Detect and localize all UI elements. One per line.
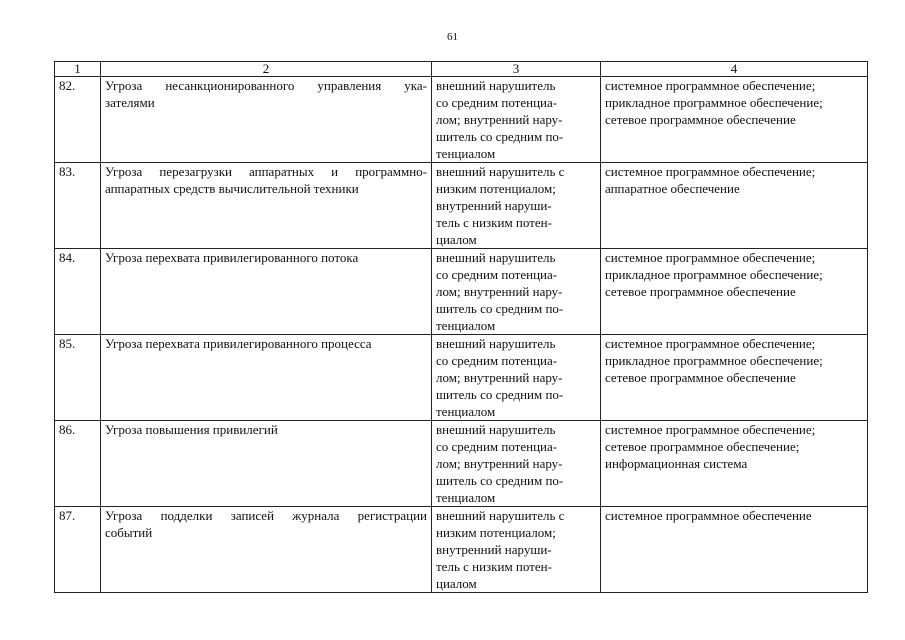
impact-object-line: системное программное обеспечение;	[605, 422, 816, 437]
column-header-1: 1	[55, 62, 101, 77]
violator-type-line: низким потенциалом;	[436, 181, 556, 196]
violator-type-line: лом; внутренний нару-	[436, 370, 563, 385]
impact-object-line: сетевое программное обеспечение	[605, 284, 796, 299]
impact-object-line: системное программное обеспечение;	[605, 336, 816, 351]
threat-description	[101, 77, 432, 163]
page-number: 61	[447, 31, 458, 43]
violator-type-line: шитель со средним по-	[436, 387, 564, 402]
impact-object	[601, 335, 868, 421]
violator-type	[432, 421, 601, 507]
violator-type-line: низким потенциалом;	[436, 525, 556, 540]
violator-type-line: лом; внутренний нару-	[436, 284, 563, 299]
row-number: 83.	[55, 163, 101, 249]
violator-type	[432, 249, 601, 335]
impact-object-line: системное программное обеспечение	[605, 508, 812, 523]
threat-description-line: зателями	[105, 95, 155, 110]
table-row	[55, 335, 868, 421]
impact-object-line: прикладное программное обеспечение;	[605, 267, 823, 282]
violator-type	[432, 77, 601, 163]
violator-type-line: тенциалом	[436, 404, 496, 419]
violator-type-line: тенциалом	[436, 318, 496, 333]
violator-type-line: внутренний наруши-	[436, 198, 552, 213]
impact-object	[601, 249, 868, 335]
impact-object-line: сетевое программное обеспечение	[605, 370, 796, 385]
impact-object	[601, 507, 868, 593]
threat-description-line: событий	[105, 525, 153, 540]
violator-type	[432, 507, 601, 593]
violator-type	[432, 335, 601, 421]
violator-type-line: внешний нарушитель	[436, 422, 556, 437]
impact-object-line: системное программное обеспечение;	[605, 164, 816, 179]
violator-type-line: циалом	[436, 576, 477, 591]
violator-type-line: внешний нарушитель с	[436, 508, 565, 523]
column-header-3: 3	[432, 62, 601, 77]
threat-description-line: Угроза перехвата привилегированного процесса	[105, 336, 372, 351]
column-header-2: 2	[101, 62, 432, 77]
row-number: 86.	[55, 421, 101, 507]
threat-description	[101, 507, 432, 593]
violator-type-line: со средним потенциа-	[436, 439, 558, 454]
row-number: 84.	[55, 249, 101, 335]
table-row	[55, 77, 868, 163]
violator-type-line: внешний нарушитель с	[436, 164, 565, 179]
violator-type	[432, 163, 601, 249]
violator-type-line: внутренний наруши-	[436, 542, 552, 557]
violator-type-line: циалом	[436, 232, 477, 247]
table-header-row	[55, 62, 868, 77]
threat-description-line: Угроза подделки записей журнала регистрации	[105, 508, 427, 523]
impact-object-line: прикладное программное обеспечение;	[605, 95, 823, 110]
violator-type-line: тенциалом	[436, 490, 496, 505]
violator-type-line: внешний нарушитель	[436, 78, 556, 93]
violator-type-line: лом; внутренний нару-	[436, 456, 563, 471]
impact-object-line: прикладное программное обеспечение;	[605, 353, 823, 368]
impact-object-line: системное программное обеспечение;	[605, 250, 816, 265]
threat-description-line: Угроза несанкционированного управления ука-	[105, 78, 427, 93]
threats-table	[54, 61, 868, 593]
violator-type-line: тель с низким потен-	[436, 215, 552, 230]
table-row	[55, 249, 868, 335]
impact-object	[601, 163, 868, 249]
impact-object	[601, 77, 868, 163]
row-number: 85.	[55, 335, 101, 421]
threat-description	[101, 163, 432, 249]
violator-type-line: тенциалом	[436, 146, 496, 161]
impact-object-line: сетевое программное обеспечение;	[605, 439, 800, 454]
threat-description-line: Угроза перехвата привилегированного потока	[105, 250, 359, 265]
impact-object-line: системное программное обеспечение;	[605, 78, 816, 93]
violator-type-line: внешний нарушитель	[436, 250, 556, 265]
threat-description-line: Угроза повышения привилегий	[105, 422, 278, 437]
threat-description-line: аппаратных средств вычислительной техники	[105, 181, 359, 196]
threat-description	[101, 249, 432, 335]
table-body	[55, 77, 868, 593]
impact-object-line: информационная система	[605, 456, 748, 471]
row-number: 87.	[55, 507, 101, 593]
threat-description	[101, 421, 432, 507]
violator-type-line: шитель со средним по-	[436, 473, 564, 488]
violator-type-line: шитель со средним по-	[436, 129, 564, 144]
violator-type-line: со средним потенциа-	[436, 267, 558, 282]
table-row	[55, 421, 868, 507]
row-number: 82.	[55, 77, 101, 163]
column-header-4: 4	[601, 62, 868, 77]
threat-description-line: Угроза перезагрузки аппаратных и программно-	[105, 164, 427, 179]
impact-object	[601, 421, 868, 507]
violator-type-line: тель с низким потен-	[436, 559, 552, 574]
impact-object-line: сетевое программное обеспечение	[605, 112, 796, 127]
violator-type-line: лом; внутренний нару-	[436, 112, 563, 127]
threat-description	[101, 335, 432, 421]
impact-object-line: аппаратное обеспечение	[605, 181, 740, 196]
violator-type-line: со средним потенциа-	[436, 353, 558, 368]
table-row	[55, 507, 868, 593]
violator-type-line: со средним потенциа-	[436, 95, 558, 110]
violator-type-line: внешний нарушитель	[436, 336, 556, 351]
table-row	[55, 163, 868, 249]
violator-type-line: шитель со средним по-	[436, 301, 564, 316]
